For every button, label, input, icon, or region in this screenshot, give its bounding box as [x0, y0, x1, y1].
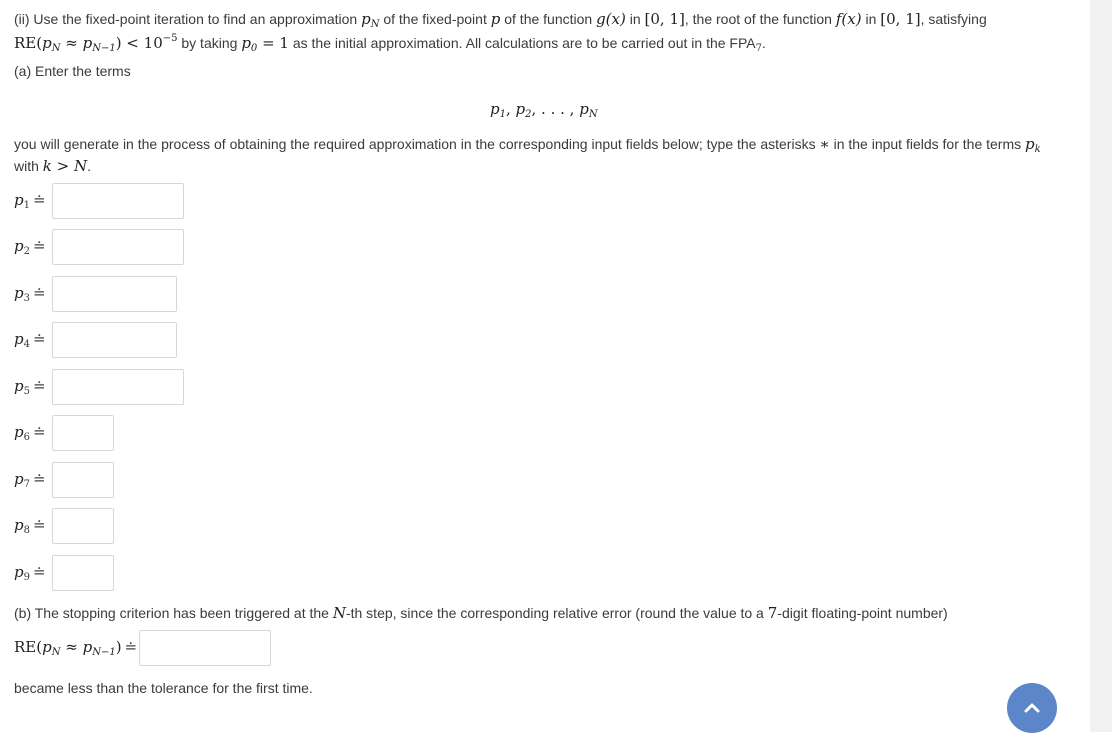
part-b-conclusion: became less than the tolerance for the first time. — [14, 680, 313, 696]
intro-text: of the fixed-point — [379, 11, 491, 27]
intro-text: of the function — [500, 11, 597, 27]
term-input-p9[interactable] — [52, 555, 114, 591]
term-row-p4 — [14, 322, 177, 358]
term-label: $p_8$ ≐ — [14, 516, 46, 536]
math-interval: [0, 1] — [880, 10, 921, 28]
instructions-line-1: you will generate in the process of obtaining the required approximation in the corresponding input fields below; type the asterisks ∗ in the input fields for the terms $p_k$ — [14, 135, 1041, 155]
math-interval: [0, 1] — [644, 10, 685, 28]
term-input-p8[interactable] — [52, 508, 114, 544]
fpa-subscript: 7 — [755, 43, 762, 54]
math-re: RE( — [14, 34, 43, 52]
relative-error-row — [14, 630, 271, 666]
term-row-p2 — [14, 229, 184, 265]
intro-text: as the initial approximation. All calculations are to be carried out in the FPA — [288, 35, 756, 51]
intro-line-1 — [14, 8, 987, 32]
term-input-p4[interactable] — [52, 322, 177, 358]
math-tolerance: ) < $10^{-5}$ — [115, 33, 178, 52]
math-k-greater-n: k > N — [42, 157, 88, 175]
intro-text: (ii) Use the fixed-point iteration to find an approximation — [14, 11, 362, 27]
term-label: $p_1$ ≐ — [14, 191, 46, 211]
term-label: $p_9$ ≐ — [14, 563, 46, 583]
term-input-p1[interactable] — [52, 183, 184, 219]
chevron-up-icon — [1023, 699, 1041, 717]
intro-text: by taking — [177, 35, 242, 51]
math-pN-1: $p_{N-1}$ — [82, 34, 116, 54]
term-row-p9 — [14, 555, 114, 591]
intro-line-2 — [14, 31, 766, 56]
math-equals-one: = 1 — [257, 34, 289, 52]
intro-text: , the root of the function — [684, 11, 836, 27]
term-input-p6[interactable] — [52, 415, 114, 451]
term-input-p2[interactable] — [52, 229, 184, 265]
back-to-top-button[interactable] — [1007, 683, 1057, 733]
math-pk: $p_k$ — [1025, 135, 1041, 155]
term-label: $p_7$ ≐ — [14, 470, 46, 490]
math-f-of-x: f(x) — [835, 10, 862, 28]
sequence-display: $p_1$, $p_2$, . . . , $p_N$ — [490, 100, 598, 120]
term-row-p5 — [14, 369, 184, 405]
part-a-label: (a) Enter the terms — [14, 63, 131, 79]
term-row-p7 — [14, 462, 114, 498]
term-input-p3[interactable] — [52, 276, 177, 312]
math-p: p — [490, 10, 501, 28]
term-input-p7[interactable] — [52, 462, 114, 498]
scrollbar-track[interactable] — [1090, 0, 1112, 732]
term-row-p8 — [14, 508, 114, 544]
math-p0: $p_0$ — [241, 34, 258, 54]
part-b-text: (b) The stopping criterion has been triggered at the N-th step, since the corresponding relative error (round the value to a 7-digit floating-point number) — [14, 604, 948, 622]
math-seven: 7 — [767, 604, 778, 622]
term-row-p1 — [14, 183, 184, 219]
math-g-of-x: g(x) — [596, 10, 626, 28]
math-pN: $p_N$ — [42, 34, 61, 54]
math-approx: ≈ — [60, 34, 83, 52]
intro-text: , satisfying — [920, 11, 987, 27]
intro-text: in — [625, 11, 645, 27]
math-pN: $p_N$ — [361, 10, 380, 30]
term-input-p5[interactable] — [52, 369, 184, 405]
instructions-line-2: with k > N. — [14, 157, 92, 175]
term-label: $p_2$ ≐ — [14, 237, 46, 257]
intro-text: . — [761, 35, 766, 51]
relative-error-input[interactable] — [139, 630, 271, 666]
term-label: $p_3$ ≐ — [14, 284, 46, 304]
relative-error-label: $RE(p_N \approx p_{N-1})$ ≐ — [14, 638, 138, 658]
term-label: $p_5$ ≐ — [14, 377, 46, 397]
math-N: N — [332, 604, 346, 622]
term-row-p6 — [14, 415, 114, 451]
term-label: $p_4$ ≐ — [14, 330, 46, 350]
intro-text: in — [861, 11, 881, 27]
asterisk-symbol: ∗ — [819, 135, 830, 153]
term-row-p3 — [14, 276, 177, 312]
term-label: $p_6$ ≐ — [14, 423, 46, 443]
